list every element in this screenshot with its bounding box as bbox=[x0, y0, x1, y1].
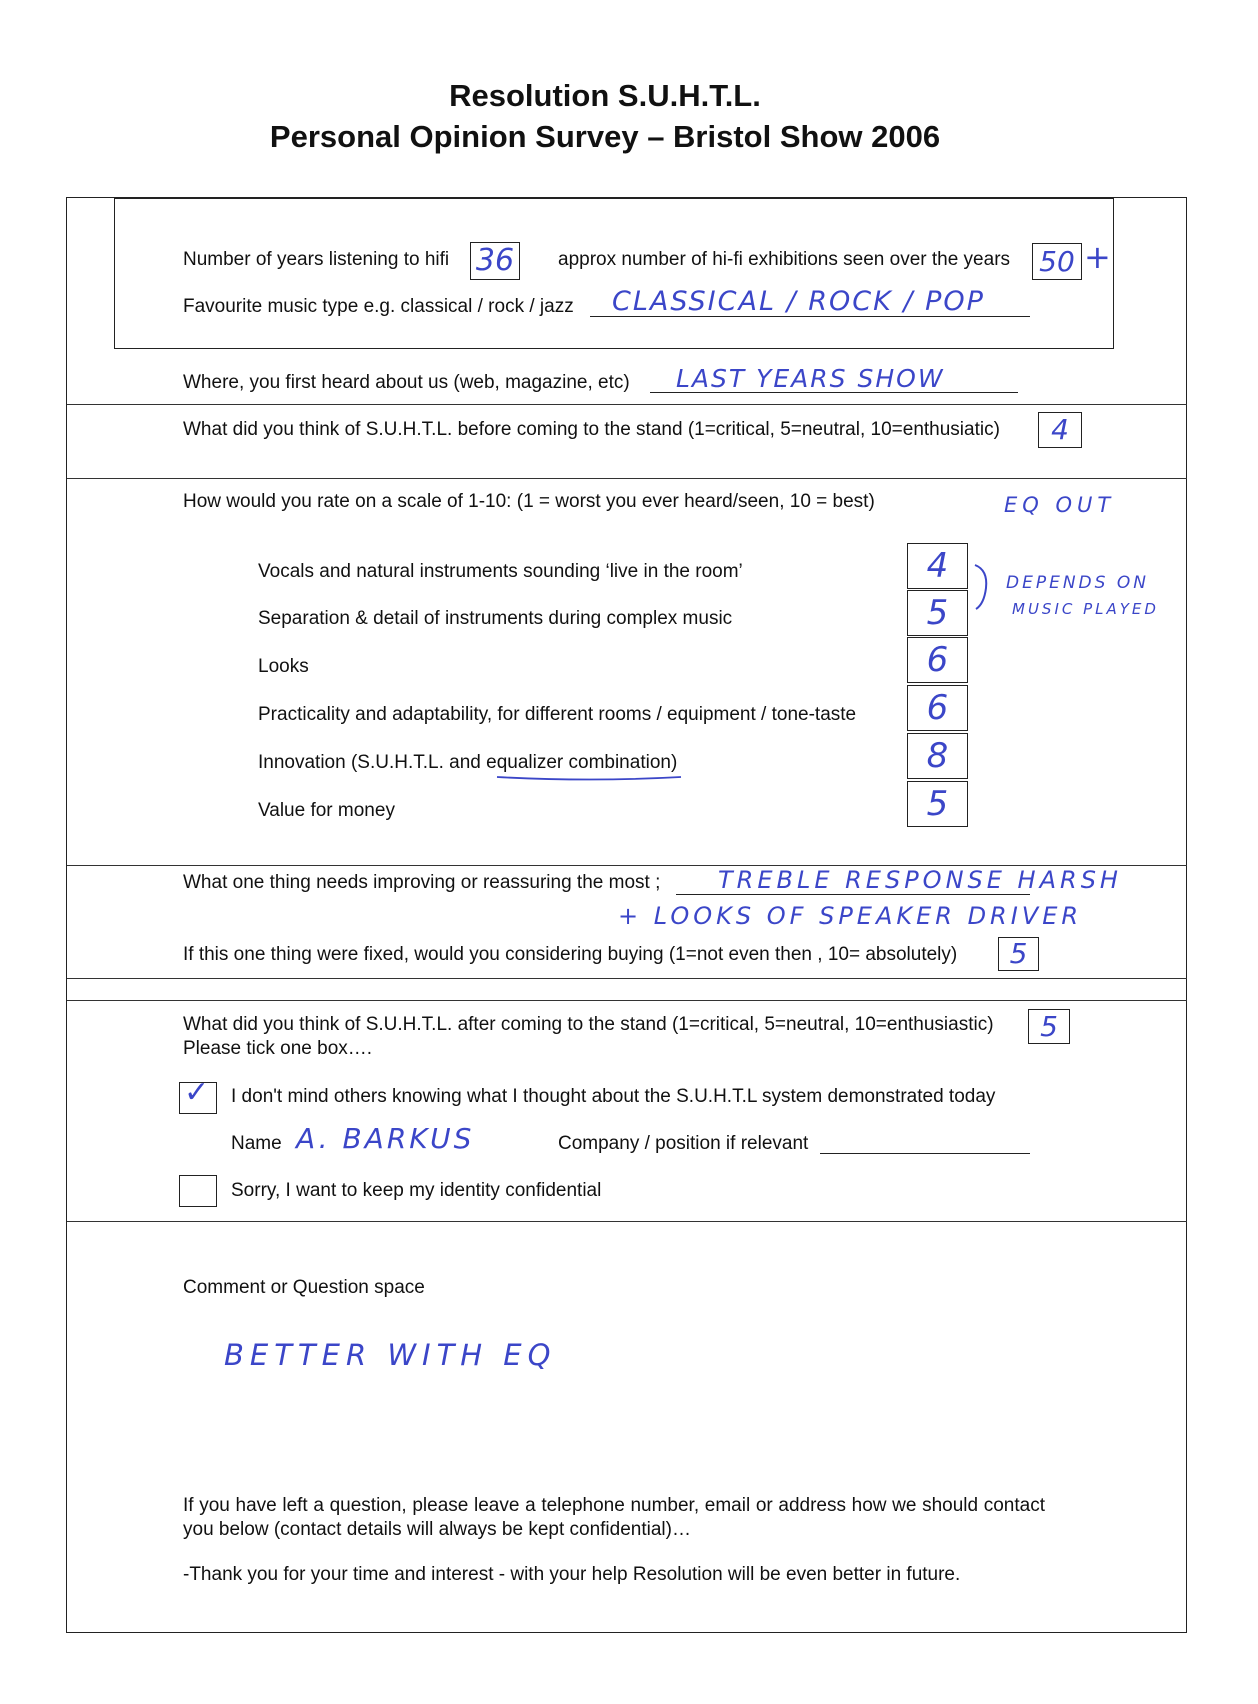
name-label: Name bbox=[231, 1133, 282, 1154]
tick-prompt: Please tick one box…. bbox=[183, 1038, 373, 1059]
years-listening-field[interactable]: 36 bbox=[470, 242, 520, 280]
equalizer-underline-mark bbox=[495, 772, 685, 784]
listening-history-box bbox=[114, 198, 1114, 349]
depends-note-line2: MUSIC PLAYED bbox=[1012, 600, 1159, 618]
rating-field-value[interactable]: 5 bbox=[907, 781, 968, 827]
divider bbox=[67, 404, 1187, 405]
public-option-label: I don't mind others knowing what I thought about the S.U.H.T.L system demonstrated today bbox=[231, 1086, 996, 1107]
contact-instructions: If you have left a question, please leave a telephone number, email or address how we should contact you below (contact details will always be kept confidential)… bbox=[183, 1495, 1045, 1540]
rating-item-vocals: Vocals and natural instruments sounding ‘live in the room’ bbox=[258, 561, 743, 582]
comment-field[interactable]: BETTER WITH EQ bbox=[224, 1338, 557, 1372]
improve-field-line1[interactable]: TREBLE RESPONSE HARSH bbox=[718, 866, 1122, 894]
divider bbox=[67, 978, 1187, 979]
before-stand-label: What did you think of S.U.H.T.L. before coming to the stand (1=critical, 5=neutral, 10=enthusiatic) bbox=[183, 419, 1000, 440]
consider-buying-field[interactable]: 5 bbox=[998, 937, 1039, 971]
divider bbox=[67, 1000, 1187, 1001]
rating-item-separation: Separation & detail of instruments during complex music bbox=[258, 608, 733, 629]
rating-field-practicality[interactable]: 6 bbox=[907, 685, 968, 731]
company-field[interactable] bbox=[820, 1153, 1030, 1154]
improve-underline bbox=[676, 894, 1030, 895]
rating-scale-label: How would you rate on a scale of 1-10: (1 = worst you ever heard/seen, 10 = best) bbox=[183, 491, 875, 512]
thank-you-text: -Thank you for your time and interest - with your help Resolution will be even better in future. bbox=[183, 1564, 961, 1585]
name-field[interactable]: A. BARKUS bbox=[296, 1122, 475, 1155]
after-stand-label: What did you think of S.U.H.T.L. after coming to the stand (1=critical, 5=neutral, 10=enthusiastic) bbox=[183, 1014, 994, 1035]
rating-field-innovation[interactable]: 8 bbox=[907, 733, 968, 779]
eq-out-note: EQ OUT bbox=[1004, 493, 1116, 517]
consider-buying-label: If this one thing were fixed, would you considering buying (1=not even then , 10= absolutely) bbox=[183, 944, 958, 965]
exhibitions-label: approx number of hi-fi exhibitions seen over the years bbox=[558, 249, 1011, 270]
check-mark-icon: ✓ bbox=[184, 1075, 210, 1110]
survey-title-line1: Resolution S.U.H.T.L. bbox=[449, 78, 761, 113]
rating-item-value: Value for money bbox=[258, 800, 395, 821]
confidential-option-label: Sorry, I want to keep my identity confidential bbox=[231, 1180, 602, 1201]
bracket-annotation bbox=[972, 562, 994, 612]
rating-item-looks: Looks bbox=[258, 656, 309, 677]
comment-label: Comment or Question space bbox=[183, 1277, 425, 1298]
improve-label: What one thing needs improving or reassuring the most ; bbox=[183, 872, 661, 893]
exhibitions-plus-note: + bbox=[1084, 238, 1113, 276]
rating-field-separation[interactable]: 5 bbox=[907, 590, 968, 636]
rating-item-innovation: Innovation (S.U.H.T.L. and equalizer combination) bbox=[258, 752, 678, 773]
exhibitions-field[interactable]: 50 bbox=[1032, 243, 1082, 280]
music-type-label: Favourite music type e.g. classical / rock / jazz bbox=[183, 296, 574, 317]
years-listening-label: Number of years listening to hifi bbox=[183, 249, 450, 270]
rating-item-practicality: Practicality and adaptability, for different rooms / equipment / tone-taste bbox=[258, 704, 857, 725]
music-type-field[interactable]: CLASSICAL / ROCK / POP bbox=[612, 286, 985, 317]
divider bbox=[67, 478, 1187, 479]
heard-about-label: Where, you first heard about us (web, magazine, etc) bbox=[183, 372, 630, 393]
after-stand-field[interactable]: 5 bbox=[1028, 1009, 1070, 1044]
company-label: Company / position if relevant bbox=[558, 1133, 809, 1154]
heard-about-field[interactable]: LAST YEARS SHOW bbox=[676, 364, 945, 393]
rating-field-looks[interactable]: 6 bbox=[907, 637, 968, 683]
depends-note-line1: DEPENDS ON bbox=[1006, 573, 1149, 593]
public-checkbox[interactable] bbox=[179, 1075, 217, 1114]
improve-field-line2[interactable]: + LOOKS OF SPEAKER DRIVER bbox=[618, 902, 1083, 930]
before-stand-field[interactable]: 4 bbox=[1038, 412, 1082, 448]
divider bbox=[67, 1221, 1187, 1222]
survey-title-line2: Personal Opinion Survey – Bristol Show 2006 bbox=[269, 119, 941, 154]
confidential-checkbox[interactable] bbox=[179, 1175, 217, 1207]
rating-field-vocals[interactable]: 4 bbox=[907, 543, 968, 589]
